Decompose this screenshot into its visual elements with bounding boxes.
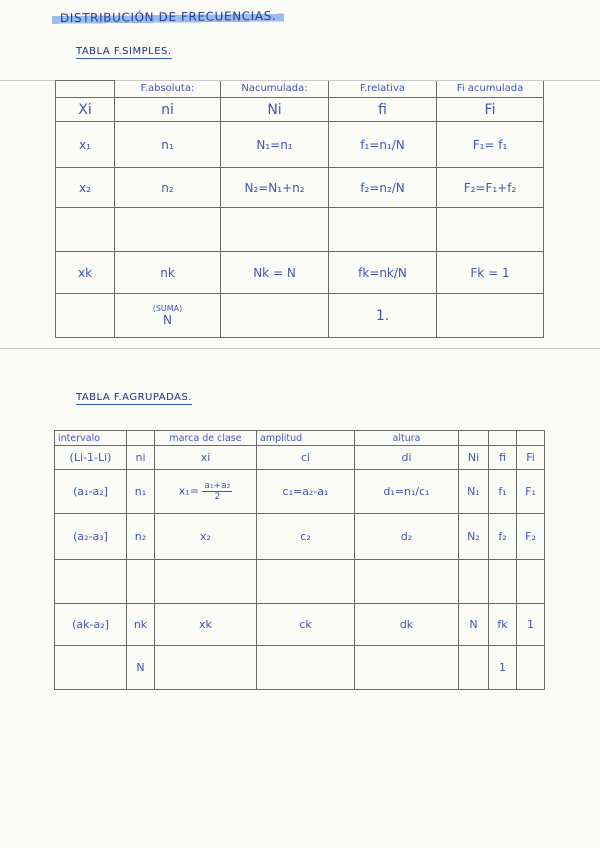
table-cell — [56, 208, 115, 252]
table-cell: x₂ — [155, 514, 257, 560]
sum-f: 1 — [489, 646, 517, 690]
table-cell: xk — [155, 604, 257, 646]
table-cell — [115, 208, 221, 252]
table-cell — [55, 646, 127, 690]
table-cell: xk — [56, 252, 115, 294]
table-cell — [459, 646, 489, 690]
symbol-cell: Fi — [437, 98, 544, 122]
interval-cell: (ak-a₂] — [55, 604, 127, 646]
table-cell: f₂ — [489, 514, 517, 560]
symbol-cell: ni — [127, 446, 155, 470]
table-cell: nk — [127, 604, 155, 646]
table-cell: F₁ — [517, 470, 545, 514]
table-cell: c₁=a₂-a₁ — [257, 470, 355, 514]
table-cell: n₁ — [127, 470, 155, 514]
symbol-cell: Fi — [517, 446, 545, 470]
table-cell: d₁=n₁/c₁ — [355, 470, 459, 514]
page-title: DISTRIBUCIÓN DE FRECUENCIAS. — [52, 9, 284, 25]
table-cell: dk — [355, 604, 459, 646]
table-cell: N₂ — [459, 514, 489, 560]
table-row — [56, 252, 544, 294]
sum-label: (SUMA) — [152, 304, 183, 313]
class-mark-prefix: x₁= — [178, 484, 199, 498]
table-cell: n₁ — [115, 122, 221, 168]
table-header-row — [55, 431, 545, 446]
sum-row — [56, 294, 544, 338]
table-row — [56, 168, 544, 208]
fraction-numerator: a₁+a₂ — [204, 481, 231, 491]
symbol-row — [56, 98, 544, 122]
grouped-table-title: TABLA F.AGRUPADAS. — [76, 392, 192, 403]
simple-frequency-table — [55, 80, 544, 338]
table-cell: fk — [489, 604, 517, 646]
table-cell — [355, 560, 459, 604]
sum-row — [55, 646, 545, 690]
table-cell: N₁=n₁ — [221, 122, 329, 168]
interval-cell: (a₁-a₂] — [55, 470, 127, 514]
table-cell: Fk = 1 — [437, 252, 544, 294]
table-cell — [257, 560, 355, 604]
table-cell — [155, 646, 257, 690]
table-row — [55, 604, 545, 646]
table-cell: d₂ — [355, 514, 459, 560]
table-cell: F₁= f₁ — [437, 122, 544, 168]
interval-cell: (a₂-a₃] — [55, 514, 127, 560]
table-cell — [221, 294, 329, 338]
symbol-cell: xi — [155, 446, 257, 470]
table-cell: f₁ — [489, 470, 517, 514]
sum-n: N — [127, 646, 155, 690]
sum-n: N — [163, 313, 172, 327]
table-cell: f₁=n₁/N — [329, 122, 437, 168]
table-cell: ck — [257, 604, 355, 646]
header-cell: intervalo — [55, 431, 127, 446]
symbol-row — [55, 446, 545, 470]
table-cell: F₂=F₁+f₂ — [437, 168, 544, 208]
table-row — [55, 560, 545, 604]
table-cell: N — [459, 604, 489, 646]
table-row — [55, 514, 545, 560]
table-cell — [437, 208, 544, 252]
header-cell: F.relativa — [329, 81, 437, 98]
header-cell — [489, 431, 517, 446]
table-cell — [355, 646, 459, 690]
symbol-cell: (Li-1-Li) — [55, 446, 127, 470]
header-cell: amplitud — [257, 431, 355, 446]
symbol-cell: ni — [115, 98, 221, 122]
symbol-cell: Ni — [221, 98, 329, 122]
sum-cell — [115, 294, 221, 338]
table-cell: n₂ — [115, 168, 221, 208]
table-header-row — [56, 81, 544, 98]
header-cell: altura — [355, 431, 459, 446]
header-cell: Nacumulada: — [221, 81, 329, 98]
table-cell: N₂=N₁+n₂ — [221, 168, 329, 208]
table-cell — [517, 646, 545, 690]
header-cell — [459, 431, 489, 446]
header-cell: Fi acumulada — [437, 81, 544, 98]
symbol-cell: di — [355, 446, 459, 470]
fraction-denominator: 2 — [214, 492, 221, 502]
table-cell: fk=nk/N — [329, 252, 437, 294]
class-mark-fraction — [202, 481, 232, 502]
table-row — [55, 470, 545, 514]
table-cell: 1 — [517, 604, 545, 646]
table-cell — [437, 294, 544, 338]
header-cell — [56, 81, 115, 98]
table-cell: N₁ — [459, 470, 489, 514]
table-cell: n₂ — [127, 514, 155, 560]
table-cell — [56, 294, 115, 338]
symbol-cell: fi — [489, 446, 517, 470]
table-cell — [155, 560, 257, 604]
table-cell: c₂ — [257, 514, 355, 560]
table-cell — [517, 560, 545, 604]
header-cell: marca de clase — [155, 431, 257, 446]
table-cell — [257, 646, 355, 690]
table-cell: x₁ — [56, 122, 115, 168]
symbol-cell: fi — [329, 98, 437, 122]
header-cell — [517, 431, 545, 446]
page-divider — [0, 348, 600, 349]
symbol-cell: ci — [257, 446, 355, 470]
table-cell — [489, 560, 517, 604]
table-cell — [459, 560, 489, 604]
header-cell: F.absoluta: — [115, 81, 221, 98]
table-cell — [221, 208, 329, 252]
interval-cell — [55, 560, 127, 604]
table-cell: nk — [115, 252, 221, 294]
header-cell — [127, 431, 155, 446]
simple-table-title: TABLA F.SIMPLES. — [76, 46, 172, 57]
table-cell: Nk = N — [221, 252, 329, 294]
table-cell: x₂ — [56, 168, 115, 208]
table-cell — [127, 560, 155, 604]
table-cell: f₂=n₂/N — [329, 168, 437, 208]
symbol-cell: Xi — [56, 98, 115, 122]
sum-f: 1. — [329, 294, 437, 338]
table-row — [56, 122, 544, 168]
table-cell — [329, 208, 437, 252]
grouped-frequency-table — [54, 430, 545, 690]
table-cell: F₂ — [517, 514, 545, 560]
class-mark-cell — [155, 470, 257, 514]
table-row — [56, 208, 544, 252]
symbol-cell: Ni — [459, 446, 489, 470]
